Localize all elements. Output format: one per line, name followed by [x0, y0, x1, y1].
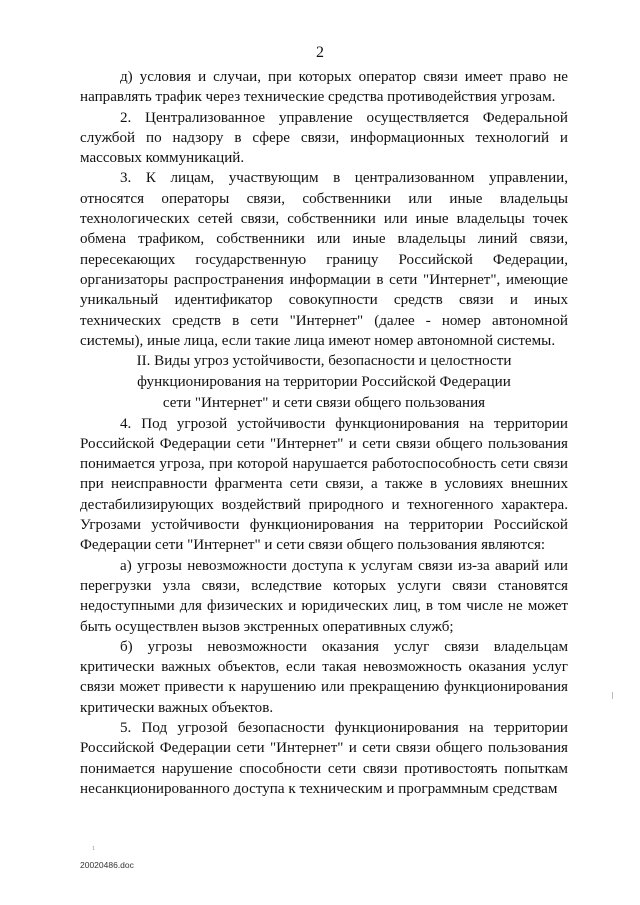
section-heading-line-3: сети "Интернет" и сети связи общего пользования [162, 394, 486, 411]
paragraph-4-subitem-a: а) угрозы невозможности доступа к услугам связи из-за аварий или перегрузки узла связи, вследствие которых услуги связи становятся недоступными для физических и юридических лиц, в том числе не может быть осуществлен вызов экстренных оперативных служб; [80, 557, 568, 635]
scan-artifact [612, 692, 613, 699]
paragraph-4: 4. Под угрозой устойчивости функционирования на территории Российской Федерации сети "Интернет" и сети связи общего пользования понимается угроза, при которой нарушается работоспособность сети связи при неисправности фрагмента сети связи, а также в условиях внешних дестабилизирующих воздействий природного и техногенного характера. Угрозами устойчивости функционирования на территории Российской Федерации сети "Интернет" и сети связи общего пользования являются: [80, 415, 568, 554]
paragraph-5: 5. Под угрозой безопасности функционирования на территории Российской Федерации сети "Интернет" и сети связи общего пользования понимается нарушение способности сети связи противостоять попыткам несанкционированного доступа к техническим и программным средствам [80, 720, 568, 797]
section-heading-line-2: функционирования на территории Российской Федерации [137, 373, 511, 390]
paragraph-subitem-d: д) условия и случаи, при которых оператор связи имеет право не направлять трафик через технические средства противодействия угрозам. [80, 69, 568, 106]
footer-mark: 1 [92, 846, 95, 852]
paragraph-3: 3. К лицам, участвующим в централизованном управлении, относятся операторы связи, собственники или иные владельцы технологических сетей связи, собственники или иные владельцы точек обмена трафиком, собственники или иные владельцы линий связи, пересекающих государственную границу Российской Федерации, организаторы распространения информации в сети "Интернет", имеющие уникальный идентификатор совокупности средств связи и иных технических средств в сети "Интернет" (далее - номер автономной системы), иные лица, если такие лица имеют номер автономной системы. [80, 170, 568, 349]
paragraph-2: 2. Централизованное управление осуществляется Федеральной службой по надзору в сфере связи, информационных технологий и массовых коммуникаций. [80, 109, 568, 167]
section-heading [80, 351, 568, 413]
paragraph-4-subitem-b: б) угрозы невозможности оказания услуг связи владельцам критически важных объектов, если такая невозможность оказания услуг связи может привести к нарушению или прекращению функционирования критически важных объектов. [80, 638, 568, 716]
page-number: 2 [316, 44, 324, 61]
section-heading-line-1: II. Виды угроз устойчивости, безопасности и целостности [136, 353, 512, 370]
document-body [80, 67, 568, 799]
footer-filename: 20020486.doc [80, 860, 134, 870]
